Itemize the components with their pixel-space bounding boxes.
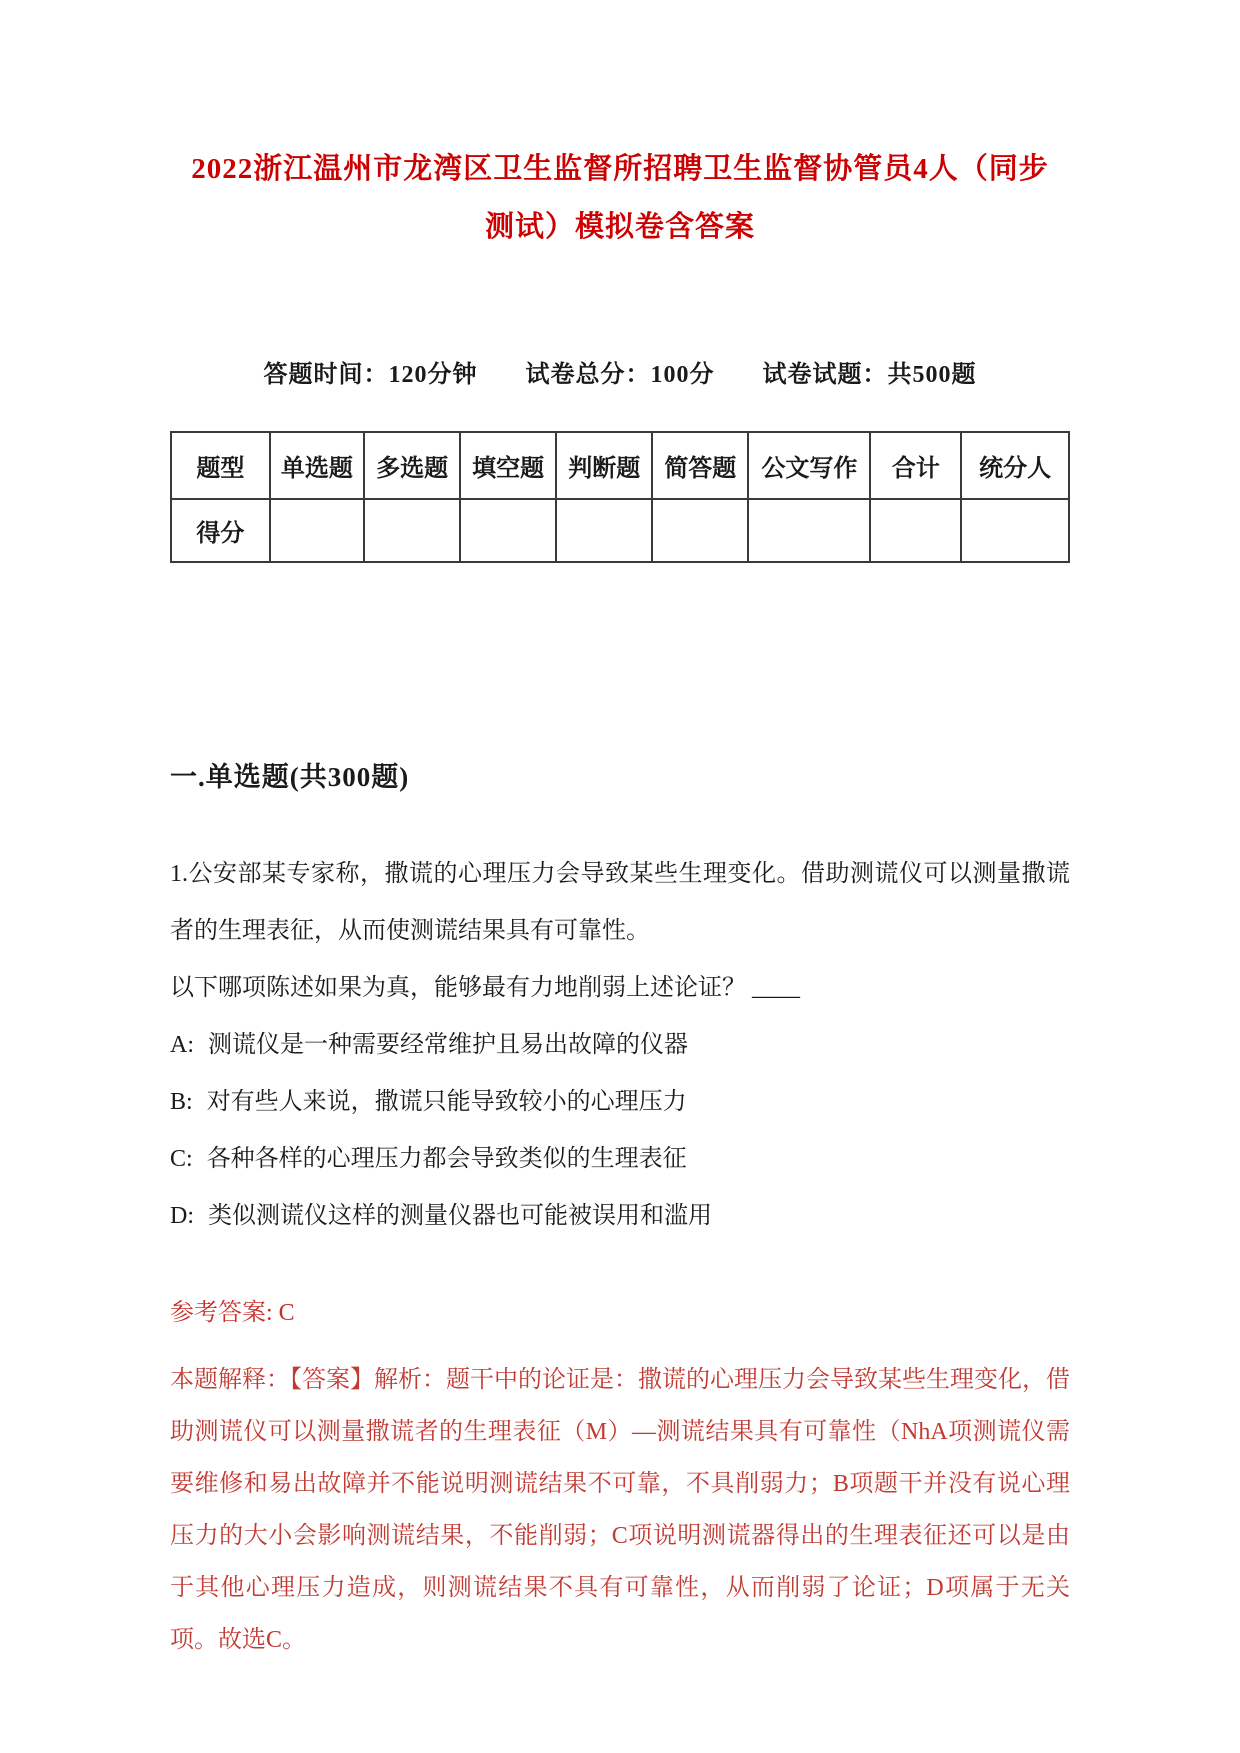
meta-answer-time: 答题时间：120分钟 — [263, 362, 478, 388]
answer-blank: ____ — [752, 975, 800, 1001]
score-cell — [961, 499, 1069, 562]
score-table-score-row — [171, 499, 1069, 562]
score-table-header-true-false: 判断题 — [556, 432, 652, 499]
score-table-header-short-answer: 简答题 — [652, 432, 748, 499]
section-heading: 一.单选题(共300题) — [170, 762, 410, 792]
score-cell — [270, 499, 364, 562]
score-table-header-multi-choice: 多选题 — [364, 432, 460, 499]
score-table — [170, 431, 1070, 563]
option-d-label: D: — [170, 1203, 194, 1229]
option-c-label: C: — [170, 1146, 193, 1172]
score-cell — [870, 499, 961, 562]
score-cell — [748, 499, 870, 562]
score-cell — [364, 499, 460, 562]
score-row-label: 得分 — [171, 499, 270, 562]
document-title-line-1: 2022浙江温州市龙湾区卫生监督所招聘卫生监督协管员4人（同步 — [191, 153, 1049, 185]
score-table-header-single-choice: 单选题 — [270, 432, 364, 499]
question-prompt-text: 以下哪项陈述如果为真，能够最有力地削弱上述论证？ — [170, 975, 746, 1001]
option-a — [170, 1017, 1070, 1074]
score-cell — [460, 499, 556, 562]
document-title-line-2: 测试）模拟卷含答案 — [484, 211, 755, 243]
meta-question-count: 试卷试题：共500题 — [762, 362, 977, 388]
score-table-header-question-type: 题型 — [171, 432, 270, 499]
option-c — [170, 1131, 1070, 1188]
reference-answer: 参考答案: C — [170, 1300, 295, 1326]
score-table-header-score-counter: 统分人 — [961, 432, 1069, 499]
option-d-text: 类似测谎仪这样的测量仪器也可能被误用和滥用 — [208, 1203, 712, 1229]
explanation-text: 本题解释：【答案】解析：题干中的论证是：撒谎的心理压力会导致某些生理变化，借助测谎仪可以测量撒谎者的生理表征（M）—测谎结果具有可靠性（NhA项测谎仪需要维修和易出故障并不能说明测谎结果不可靠，不具削弱力；B项题干并没有说心理压力的大小会影响测谎结果，不能削弱；C项说明测谎器得出的生理表征还可以是由于其他心理压力造成，则测谎结果不具有可靠性，从而削弱了论证；D项属于无关项。故选C。 — [170, 1367, 1070, 1653]
option-b-label: B: — [170, 1089, 193, 1115]
option-c-text: 各种各样的心理压力都会导致类似的生理表征 — [206, 1146, 687, 1172]
option-a-label: A: — [170, 1032, 194, 1058]
score-table-header-total: 合计 — [870, 432, 961, 499]
score-table-header-row — [171, 432, 1069, 499]
score-cell — [556, 499, 652, 562]
document-title — [170, 140, 1070, 256]
score-table-header-official-writing: 公文写作 — [748, 432, 870, 499]
score-table-header-fill-blank: 填空题 — [460, 432, 556, 499]
question-prompt — [170, 960, 1070, 1017]
score-cell — [652, 499, 748, 562]
exam-meta-line — [170, 354, 1070, 389]
question-stem: 1.公安部某专家称，撒谎的心理压力会导致某些生理变化。借助测谎仪可以测量撒谎者的生理表征，从而使测谎结果具有可靠性。 — [170, 861, 1070, 944]
option-b — [170, 1074, 1070, 1131]
option-d — [170, 1188, 1070, 1245]
question-block — [170, 846, 1070, 1245]
option-b-text: 对有些人来说，撒谎只能导致较小的心理压力 — [206, 1089, 687, 1115]
option-a-text: 测谎仪是一种需要经常维护且易出故障的仪器 — [208, 1032, 688, 1058]
meta-total-score: 试卷总分：100分 — [525, 362, 715, 388]
